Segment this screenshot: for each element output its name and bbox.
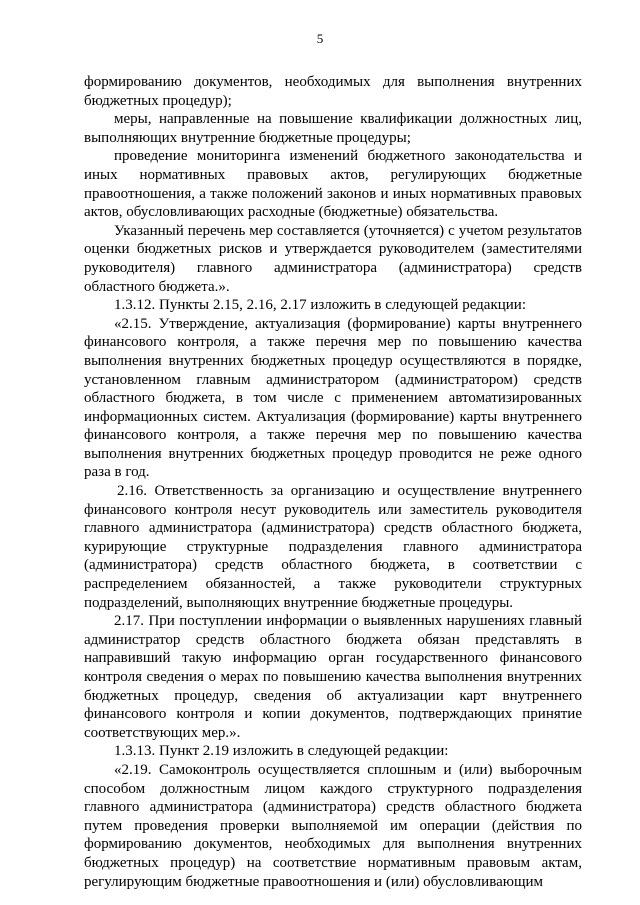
paragraph-continuation: формированию документов, необходимых для выполнения внутренних бюджетных процедур); — [84, 74, 582, 109]
paragraph-amendment-1-3-12: 1.3.12. Пункты 2.15, 2.16, 2.17 изложить в следующей редакции: — [114, 297, 526, 314]
paragraph-amendment-1-3-13: 1.3.13. Пункт 2.19 изложить в следующей редакции: — [114, 743, 449, 760]
paragraph-clause-2-19: «2.19. Самоконтроль осуществляется сплошным и (или) выборочным способом должностным лицом каждого структурного подразделения главного администратора (администратора) средств областного бюджета путем проведения проверки выполняемой им операции (действия по формированию документов, необходимых для выполнения внутренних бюджетных процедур) на соответствие нормативным правовым актам, регулирующим бюджетные правоотношения и (или) обусловливающим — [84, 761, 582, 890]
paragraph-monitoring: проведение мониторинга изменений бюджетного законодательства и иных нормативных правовых актов, регулирующих бюджетные правоотношения, а также положений законов и иных нормативных правовых актов, обусловливающих расходные (бюджетные) обязательства. — [84, 148, 582, 221]
document-body — [84, 73, 582, 891]
paragraph-clause-2-16: 2.16. Ответственность за организацию и осуществление внутреннего финансового контроля несут руководитель или заместитель руководителя главного администратора (администратора) средств областного бюджета, курирующие структурные подразделения главного администратора (администратора) средств областного бюджета, в соответствии с распределением обязанностей, а также руководители структурных подразделений, выполняющих внутренние бюджетные процедуры. — [84, 483, 582, 611]
paragraph-clause-2-15: «2.15. Утверждение, актуализация (формирование) карты внутреннего финансового контроля, а также перечня мер по повышению качества выполнения внутренних бюджетных процедур осуществляются в порядке, установленном главным администратором (администратором) средств областного бюджета, в том числе с применением автоматизированных информационных систем. Актуализация (формирование) карты внутреннего финансового контроля, а также перечня мер по повышению качества выполнения внутренних бюджетных процедур проводится не реже одного раза в год. — [84, 315, 582, 481]
page-number: 5 — [316, 31, 324, 46]
paragraph-qualification-measures: меры, направленные на повышение квалификации должностных лиц, выполняющих внутренние бюджетные процедуры; — [84, 111, 582, 146]
paragraph-clause-2-17: 2.17. При поступлении информации о выявленных нарушениях главный администратор средств областного бюджета обязан представлять в направивший такую информацию орган государственного финансового контроля сведения о мерах по повышению качества выполнения внутренних бюджетных процедур, сведения об актуализации карт внутреннего финансового контроля и копии документов, подтверждающих принятие соответствующих мер.». — [84, 613, 582, 741]
paragraph-measures-list: Указанный перечень мер составляется (уточняется) с учетом результатов оценки бюджетных рисков и утверждается руководителем (заместителями руководителя) главного администратора (администратора) средств областного бюджета.». — [84, 222, 582, 295]
